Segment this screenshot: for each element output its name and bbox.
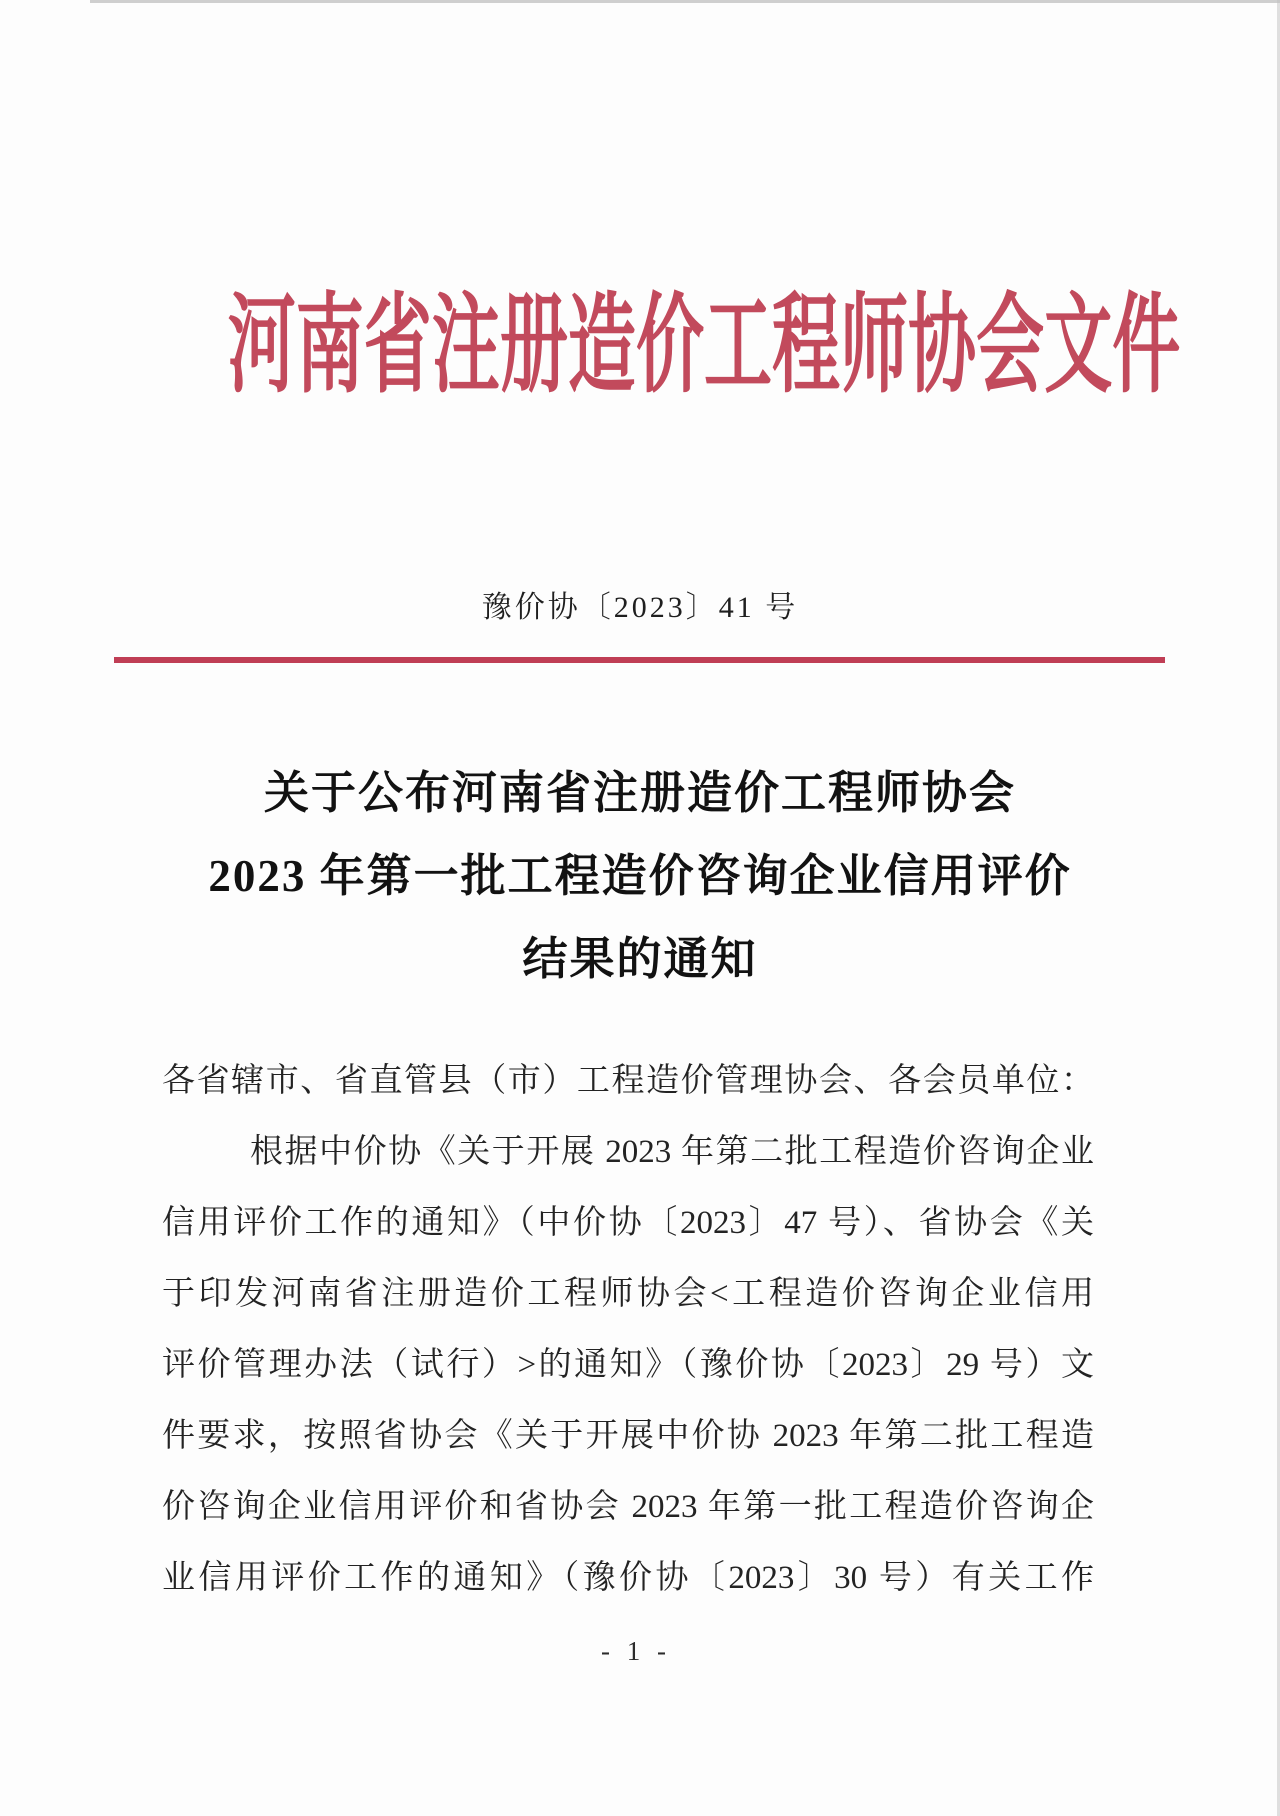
paragraph-line: 于印发河南省注册造价工程师协会<工程造价咨询企业信用 — [162, 1276, 1094, 1312]
paragraph-line: 价咨询企业信用评价和省协会 2023 年第一批工程造价咨询企 — [162, 1489, 1094, 1525]
notice-title-line-2: 2023 年第一批工程造价咨询企业信用评价 — [208, 851, 1072, 901]
letterhead-title — [0, 272, 1228, 422]
notice-body — [162, 1046, 1094, 1614]
paragraph-line: 评价管理办法（试行）>的通知》（豫价协〔2023〕29 号）文 — [162, 1347, 1094, 1383]
scan-edge-top — [90, 0, 1280, 3]
notice-title-line-1: 关于公布河南省注册造价工程师协会 — [263, 768, 1016, 818]
red-divider-line — [114, 657, 1165, 663]
document-number: 豫价协〔2023〕41 号 — [481, 591, 799, 624]
paragraph-line: 根据中价协《关于开展 2023 年第二批工程造价咨询企业 — [250, 1134, 1094, 1170]
letterhead-title-text: 河南省注册造价工程师协会文件 — [227, 287, 1181, 406]
paragraph-line: 信用评价工作的通知》（中价协〔2023〕47 号）、省协会《关 — [162, 1205, 1094, 1241]
page-number: - 1 - — [601, 1636, 671, 1666]
recipient-line: 各省辖市、省直管县（市）工程造价管理协会、各会员单位： — [162, 1063, 1094, 1099]
notice-title-line-3: 结果的通知 — [522, 934, 758, 984]
paragraph-line: 业信用评价工作的通知》（豫价协〔2023〕30 号）有关工作 — [162, 1560, 1094, 1596]
paragraph-line: 件要求，按照省协会《关于开展中价协 2023 年第二批工程造 — [162, 1418, 1094, 1454]
notice-title — [0, 752, 1280, 1001]
